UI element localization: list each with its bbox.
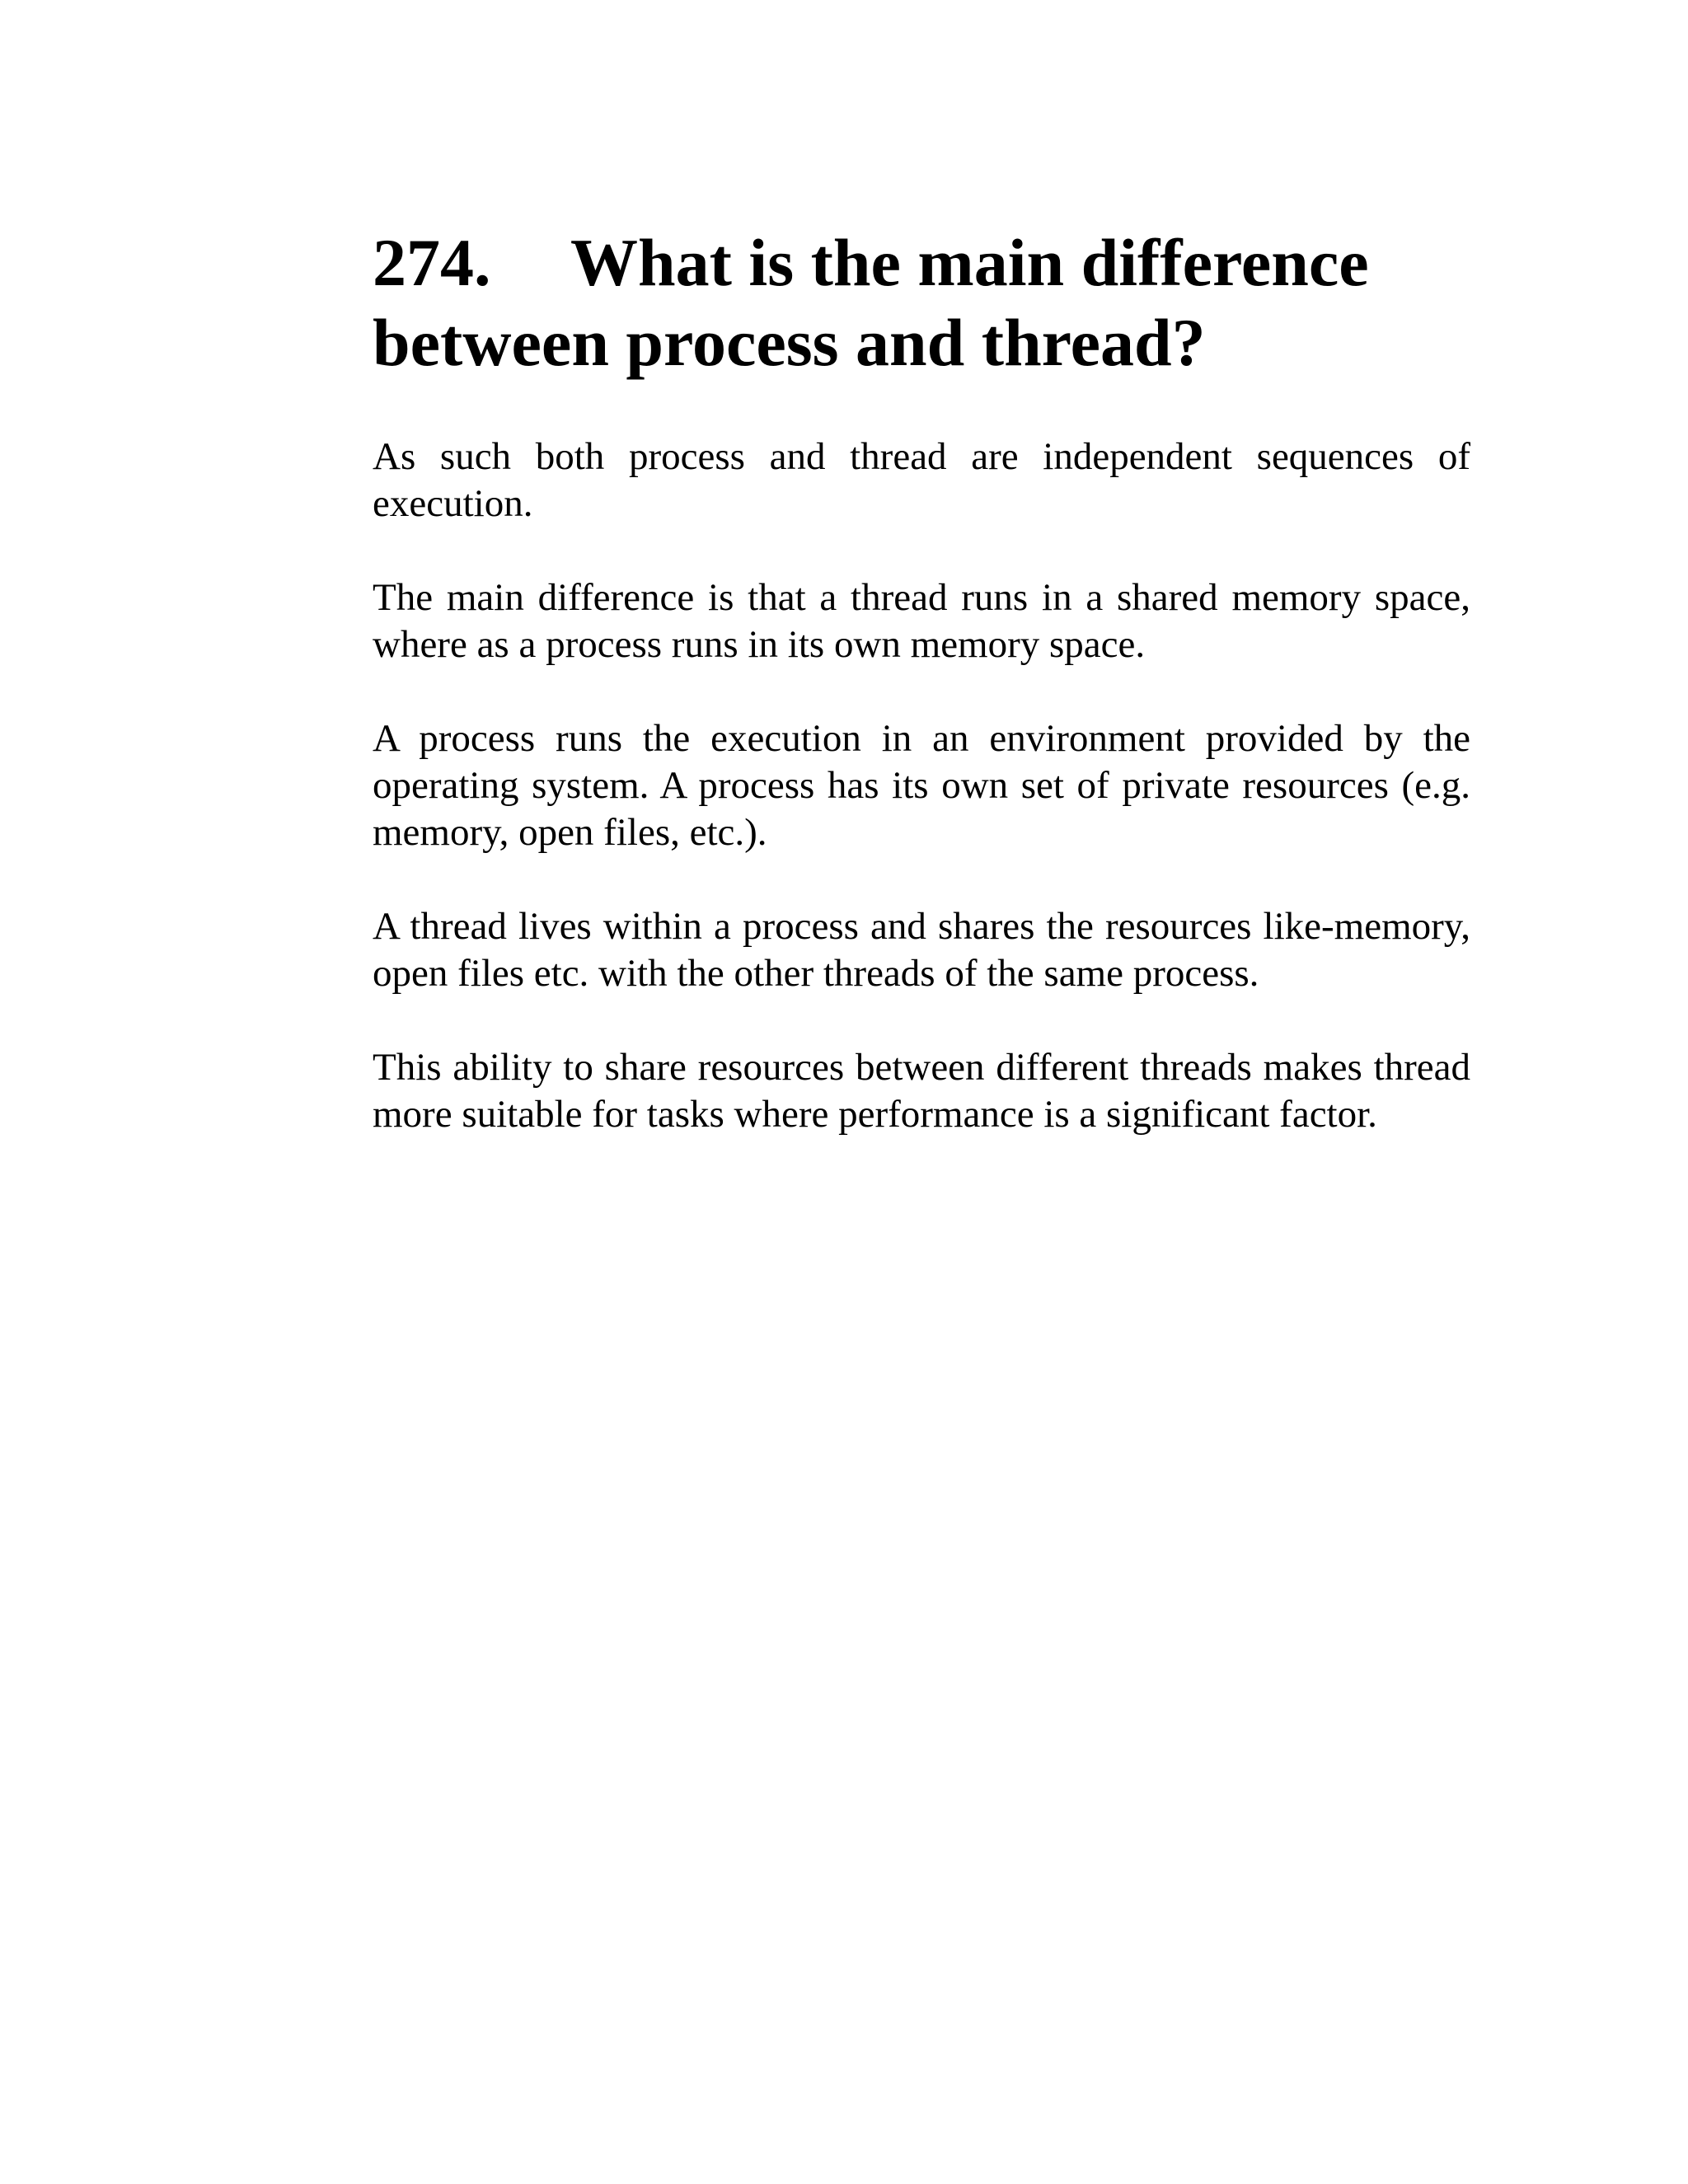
answer-paragraph-4: A thread lives within a process and shares the resources like-memory, open files etc. with the other threads of the same process. bbox=[373, 905, 1470, 995]
answer-paragraph-1: As such both process and thread are independent sequences of execution. bbox=[373, 435, 1470, 525]
question-number: 274. bbox=[373, 225, 491, 300]
answer-paragraph-3: A process runs the execution in an environment provided by the operating system. A process has its own set of private resources (e.g. memory, open files, etc.). bbox=[373, 717, 1470, 854]
page-content bbox=[373, 223, 1470, 1138]
question-title: What is the main difference between process and thread? bbox=[373, 225, 1369, 380]
answer-paragraph-2: The main difference is that a thread runs in a shared memory space, where as a process runs in its own memory space. bbox=[373, 576, 1470, 666]
answer-paragraph-5: This ability to share resources between different threads makes thread more suitable for tasks where performance is a significant factor. bbox=[373, 1046, 1470, 1136]
question-heading bbox=[373, 223, 1470, 382]
